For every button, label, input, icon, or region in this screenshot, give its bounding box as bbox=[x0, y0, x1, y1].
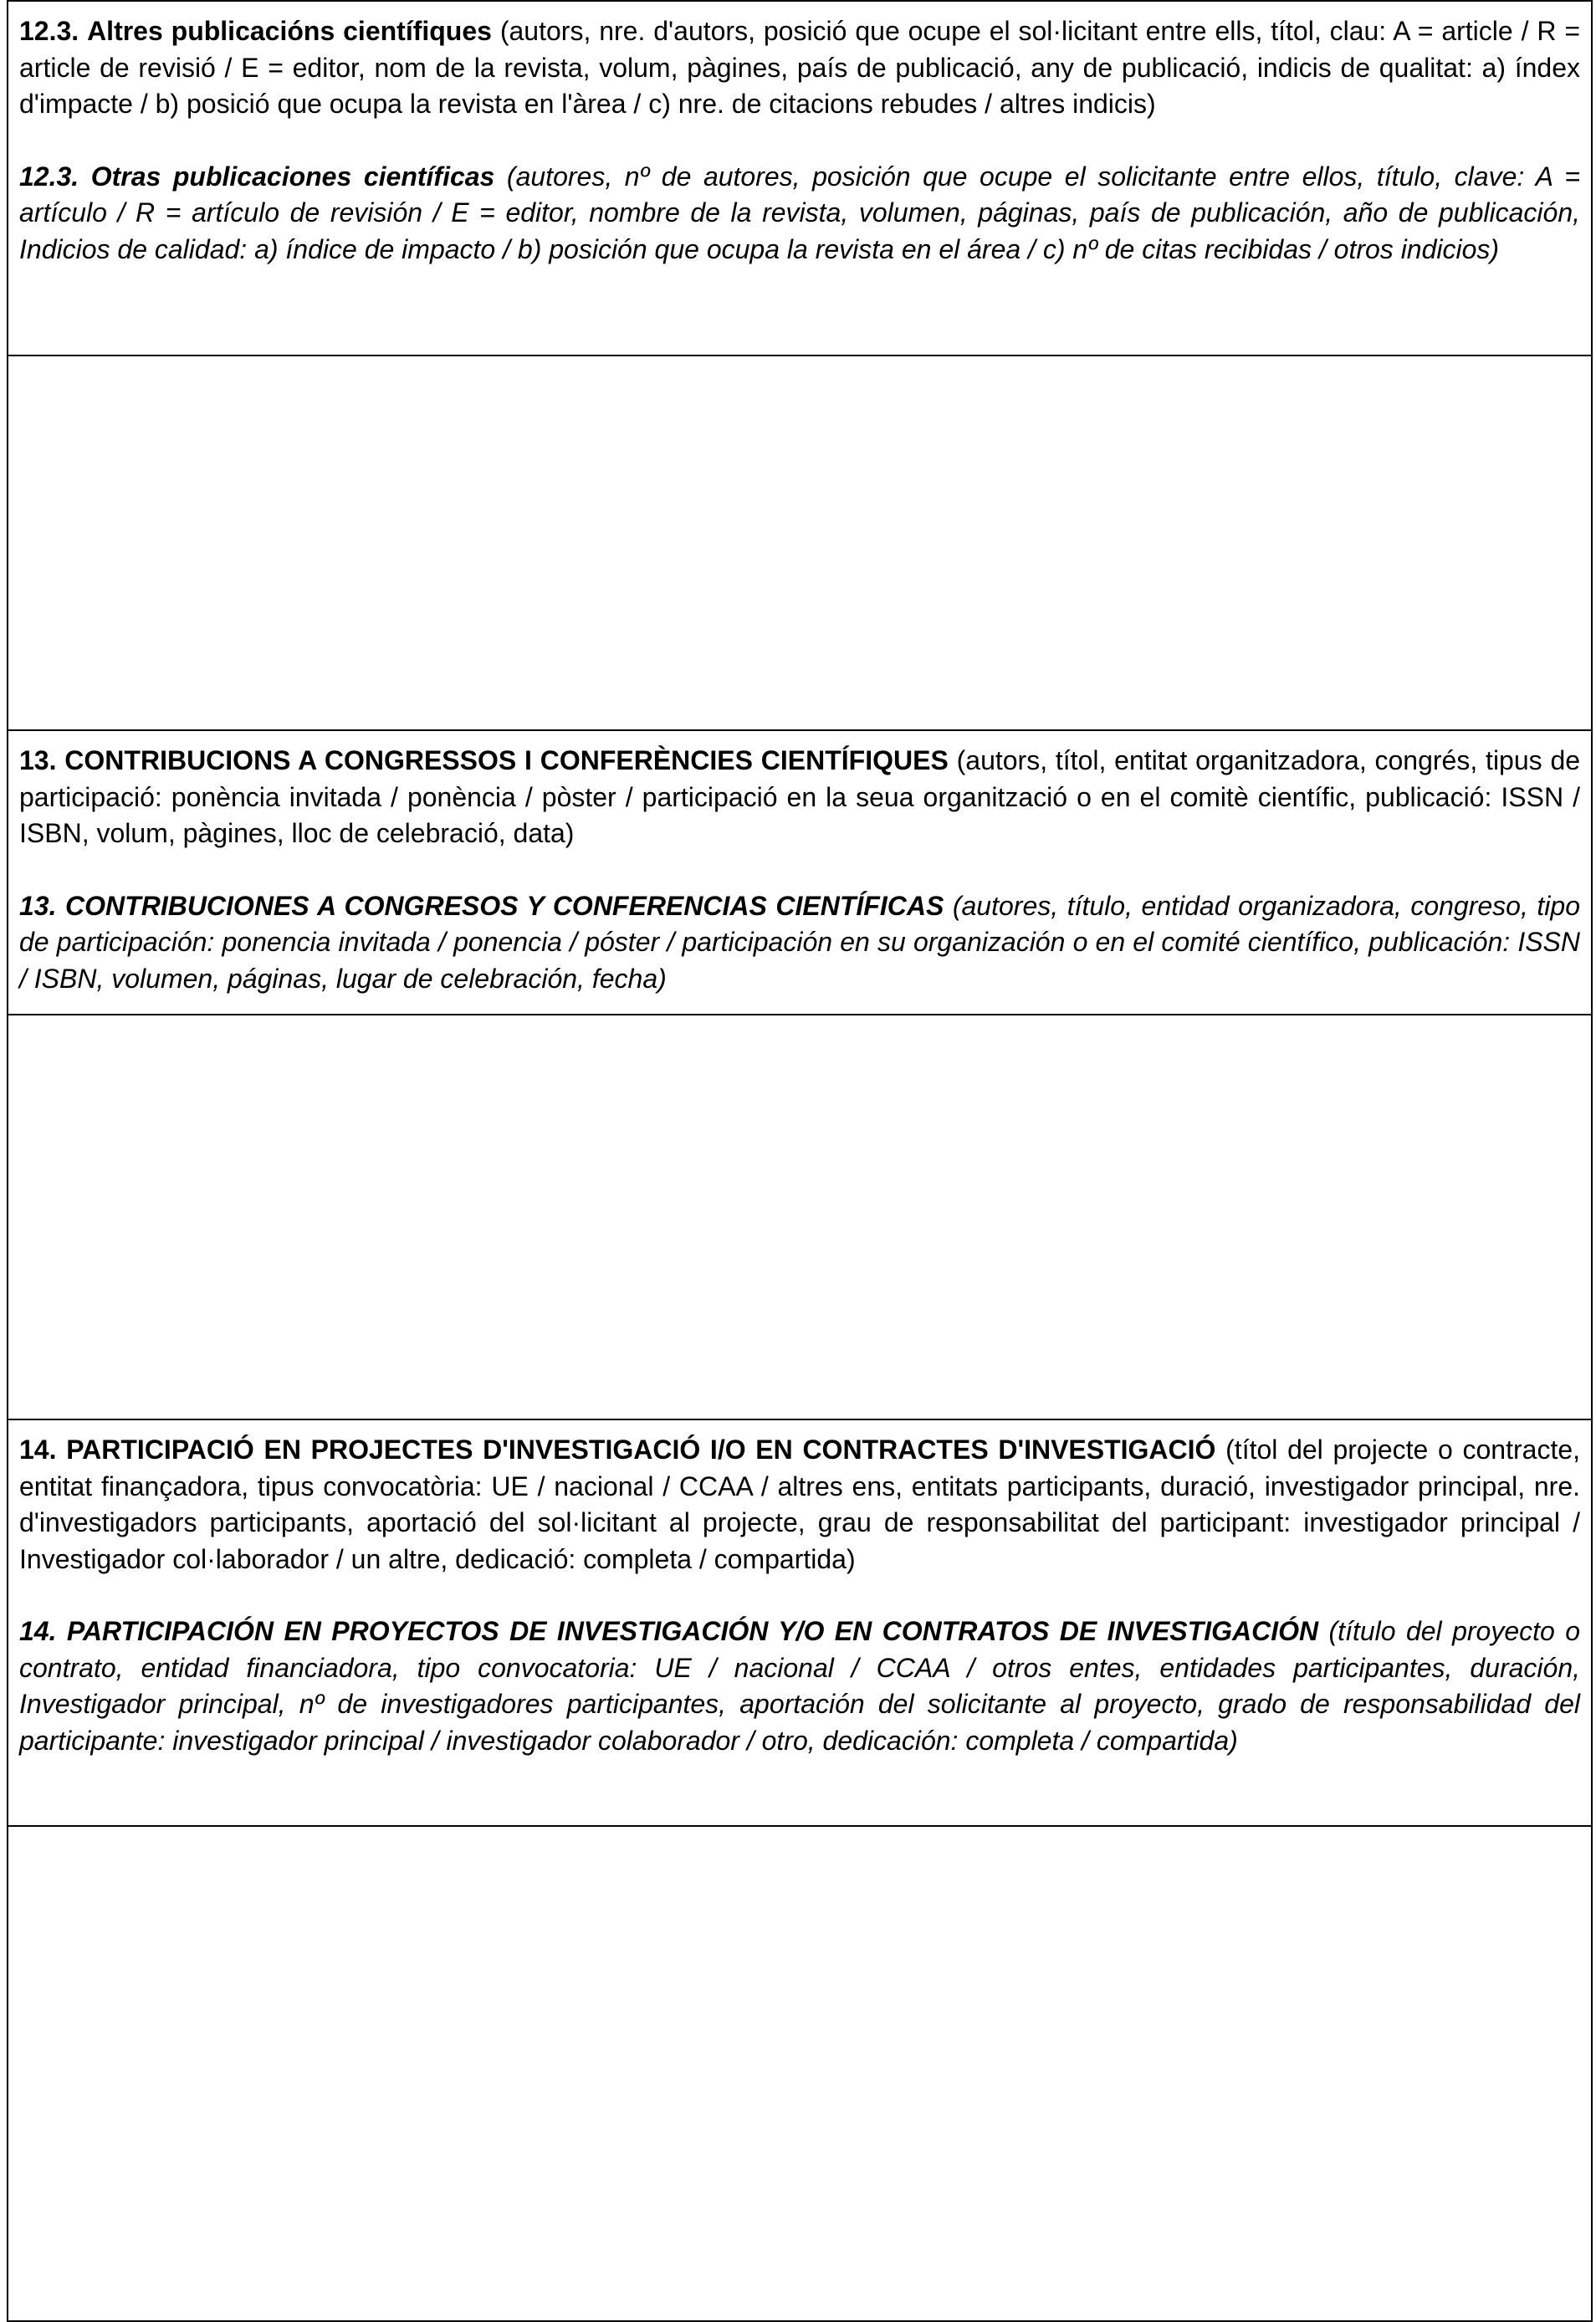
section-13-es-title: CONTRIBUCIONES A CONGRESOS Y CONFERENCIAS CIENTÍFICAS bbox=[65, 890, 944, 921]
section-12-3-spanish bbox=[19, 159, 1580, 269]
section-13-es-number: 13. bbox=[19, 890, 57, 921]
section-12-3-es-number: 12.3. bbox=[19, 161, 79, 192]
section-12-3-es-title: Otras publicaciones científicas bbox=[90, 161, 495, 192]
section-14-ca-title: PARTICIPACIÓ EN PROJECTES D'INVESTIGACIÓ I/O EN CONTRACTES D'INVESTIGACIÓ bbox=[66, 1435, 1216, 1465]
section-12-3-es-description: (autores, nº de autores, posición que ocupe el solicitante entre ellos, título, clave: A = artículo / R = artículo de revisión / E = editor, nombre de la revista, volumen, páginas, país de publicación, año de publicación, Indicios de calidad: a) índice de impacto / b) posición que ocupa la revista en el área / c) nº de citas recibidas / otros indicios) bbox=[19, 161, 1581, 264]
section-14-ca-number: 14. bbox=[19, 1435, 57, 1465]
section-13-ca-number: 13. bbox=[19, 745, 57, 775]
section-14-header bbox=[8, 1419, 1591, 1825]
section-13-ca-title: CONTRIBUCIONS A CONGRESSOS I CONFERÈNCIES CIENTÍFIQUES bbox=[64, 745, 949, 775]
section-13-header bbox=[8, 729, 1591, 1014]
section-14-spanish bbox=[19, 1614, 1580, 1759]
section-12-3-ca-title: Altres publicacións científiques bbox=[87, 16, 492, 46]
section-12-3-header bbox=[8, 0, 1591, 355]
section-13-es-description: (autores, título, entidad organizadora, congreso, tipo de participación: ponencia invitada / ponencia / póster / participación en su organización o en el comité científico, publicación: ISSN / ISBN, volumen, páginas, lugar de celebración, fecha) bbox=[19, 890, 1580, 994]
section-14-answer-field[interactable] bbox=[8, 1825, 1591, 2320]
section-13-catalan bbox=[19, 743, 1580, 852]
section-14-catalan bbox=[19, 1432, 1580, 1578]
section-14-es-number: 14. bbox=[19, 1616, 57, 1646]
section-12-3-answer-field[interactable] bbox=[8, 355, 1591, 729]
section-14-es-description: (título del proyecto o contrato, entidad financiadora, tipo convocatoria: UE / nacional / CCAA / otros entes, entidades participantes, duración, Investigador principal, nº de investigadores participantes, aportación del solicitante al proyecto, grado de responsabilidad del participante: investigador principal / investigador colaborador / otro, dedicación: completa / compartida) bbox=[19, 1616, 1581, 1756]
section-13-ca-description: (autors, títol, entitat organitzadora, congrés, tipus de participació: ponència invitada / ponència / pòster / participació en la seua organització o en el comitè científic, publicació: ISSN / ISBN, volum, pàgines, lloc de celebració, data) bbox=[19, 745, 1581, 848]
section-12-3-ca-number: 12.3. bbox=[19, 16, 79, 46]
section-14-ca-description: (títol del projecte o contracte, entitat finançadora, tipus convocatòria: UE / nacional / CCAA / altres ens, entitats participants, duració, investigador principal, nre. d'investigadors participants, aportació del sol·licitant al projecte, grau de responsabilitat del participant: investigador principal / Investigador col·laborador / un altre, dedicació: completa / compartida) bbox=[19, 1435, 1581, 1574]
application-form bbox=[7, 0, 1593, 2322]
section-13-answer-field[interactable] bbox=[8, 1014, 1591, 1419]
section-13-spanish bbox=[19, 888, 1580, 998]
section-12-3-ca-description: (autors, nre. d'autors, posició que ocupe el sol·licitant entre ells, títol, clau: A = article / R = article de revisió / E = editor, nom de la revista, volum, pàgines, país de publicació, any de publicació, indicis de qualitat: a) índex d'impacte / b) posició que ocupa la revista en l'àrea / c) nre. de citacions rebudes / altres indicis) bbox=[19, 16, 1581, 119]
section-14-es-title: PARTICIPACIÓN EN PROYECTOS DE INVESTIGACIÓN Y/O EN CONTRATOS DE INVESTIGACIÓN bbox=[66, 1616, 1319, 1646]
section-12-3-catalan bbox=[19, 13, 1580, 123]
